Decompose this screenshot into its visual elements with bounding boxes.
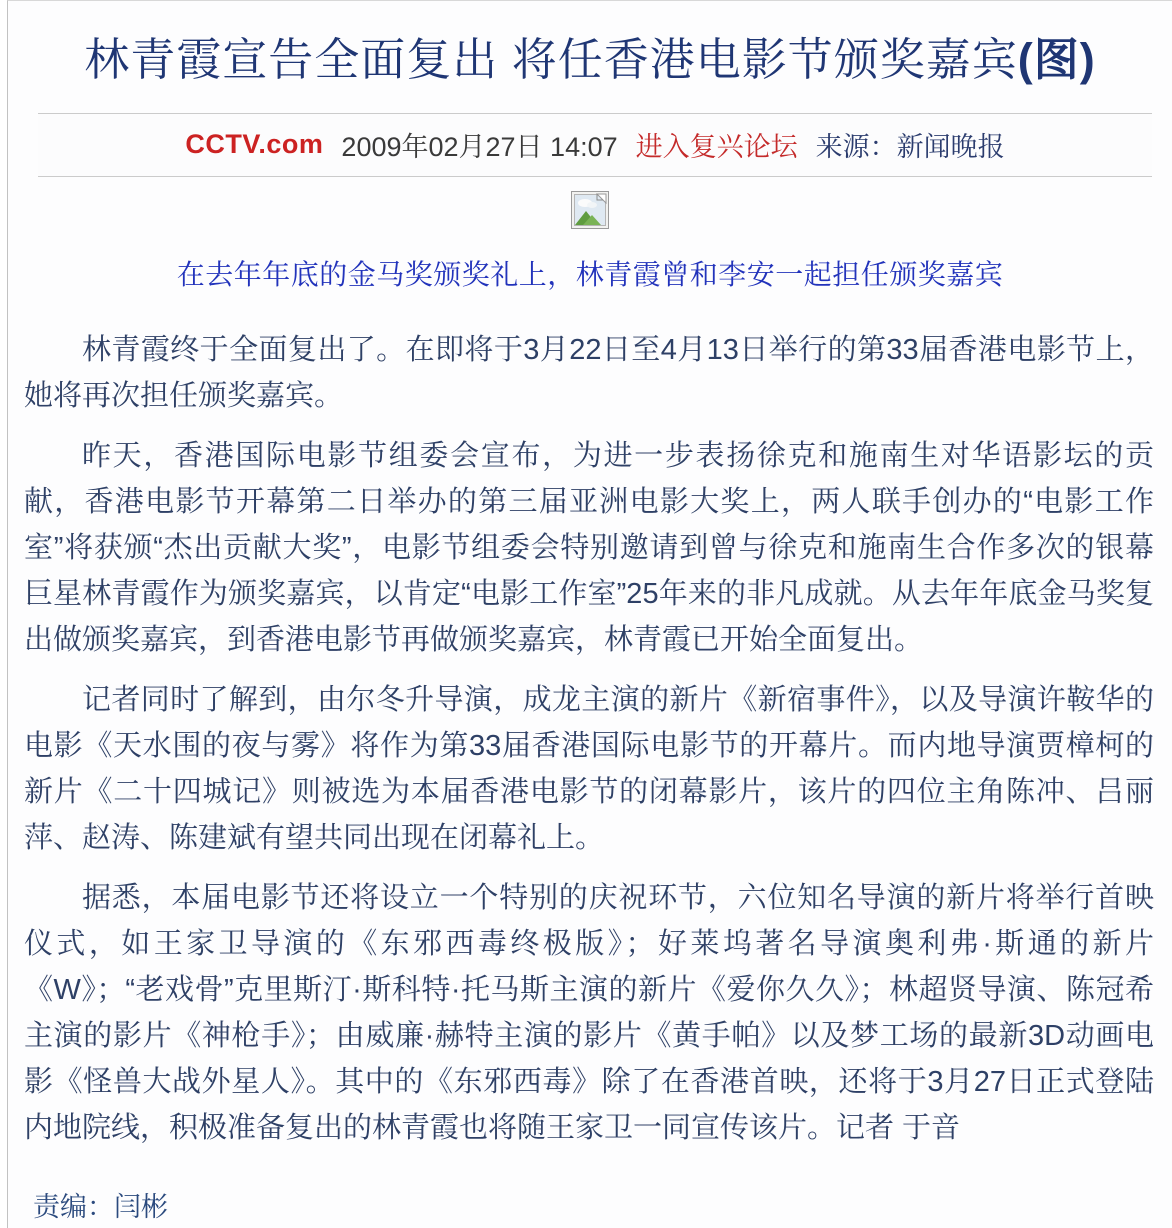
broken-image-icon xyxy=(571,191,609,229)
page-frame xyxy=(7,0,1172,1228)
editor-credit: 责编：闫彬 xyxy=(33,1191,168,1222)
image-caption: 在去年年底的金马奖颁奖礼上，林青霞曾和李安一起担任颁奖嘉宾 xyxy=(176,258,1004,290)
meta-bar xyxy=(38,113,1152,177)
publish-datetime: 2009年02月27日 14:07 xyxy=(341,131,618,162)
article-title-suffix: (图) xyxy=(1017,34,1096,85)
paragraph-2: 昨天，香港国际电影节组委会宣布，为进一步表扬徐克和施南生对华语影坛的贡献，香港电影节开幕第二日举办的第三届亚洲电影大奖上，两人联手创办的“电影工作室”将获颁“杰出贡献大奖”，电影节组委会特别邀请到曾与徐克和施南生合作多次的银幕巨星林青霞作为颁奖嘉宾，以肯定“电影工作室”25年来的非凡成就。从去年年底金马奖复出做颁奖嘉宾，到香港电影节再做颁奖嘉宾，林青霞已开始全面复出。 xyxy=(24,439,1154,656)
article-body xyxy=(8,293,1172,1151)
article-title xyxy=(38,1,1142,95)
article-figure xyxy=(8,191,1172,293)
paragraph-4: 据悉，本届电影节还将设立一个特别的庆祝环节，六位知名导演的新片将举行首映仪式，如王家卫导演的《东邪西毒终极版》；好莱坞著名导演奥利弗·斯通的新片《W》；“老戏骨”克里斯汀·斯科特·托马斯主演的新片《爱你久久》；林超贤导演、陈冠希主演的影片《神枪手》；由威廉·赫特主演的影片《黄手帕》以及梦工场的最新3D动画电影《怪兽大战外星人》。其中的《东邪西毒》除了在香港首映，还将于3月27日正式登陆内地院线，积极准备复出的林青霞也将随王家卫一同宣传该片。记者 于音 xyxy=(24,881,1154,1144)
paragraph-1: 林青霞终于全面复出了。在即将于3月22日至4月13日举行的第33届香港电影节上，她将再次担任颁奖嘉宾。 xyxy=(24,333,1154,412)
site-brand-link[interactable]: CCTV.com xyxy=(185,128,324,159)
paragraph-3: 记者同时了解到，由尔冬升导演，成龙主演的新片《新宿事件》，以及导演许鞍华的电影《天水围的夜与雾》将作为第33届香港国际电影节的开幕片。而内地导演贾樟柯的新片《二十四城记》则被选为本届香港电影节的闭幕影片，该片的四位主角陈冲、吕丽萍、赵涛、陈建斌有望共同出现在闭幕礼上。 xyxy=(24,683,1154,854)
article-title-text: 林青霞宣告全面复出 将任香港电影节颁奖嘉宾 xyxy=(84,34,1018,85)
source-label: 来源：新闻晚报 xyxy=(815,131,1005,162)
forum-link[interactable]: 进入复兴论坛 xyxy=(635,131,798,162)
